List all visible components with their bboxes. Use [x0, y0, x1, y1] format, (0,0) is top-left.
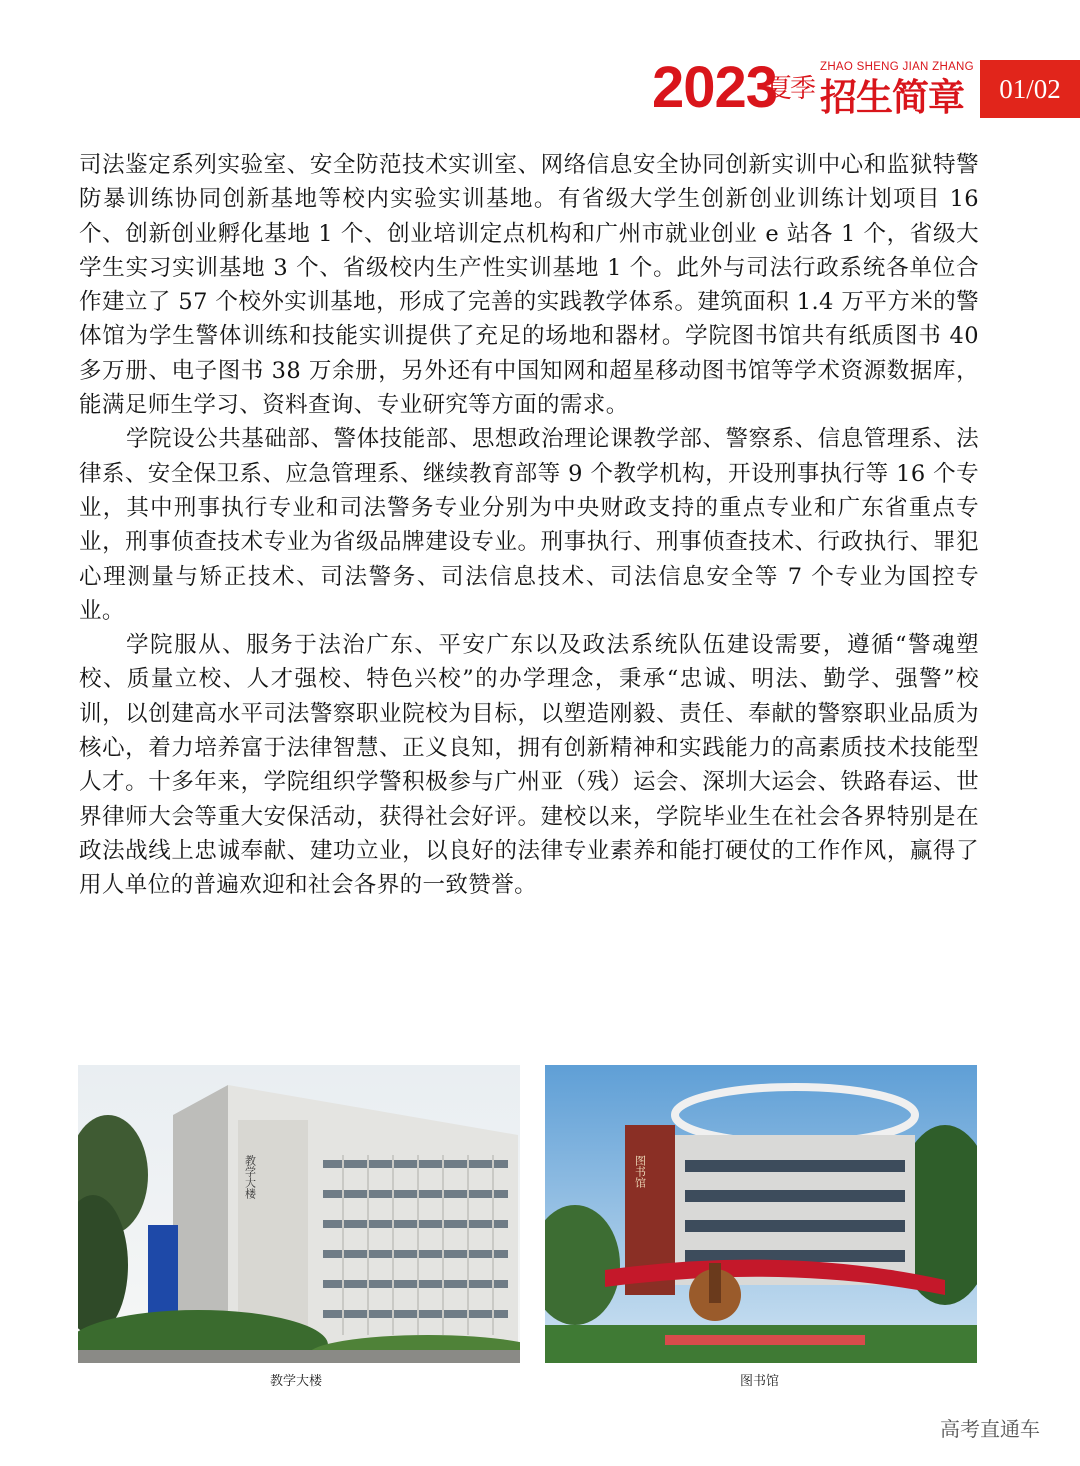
paragraph-2: 学院设公共基础部、警体技能部、思想政治理论课教学部、警察系、信息管理系、法律系、安全保卫系、应急管理系、继续教育部等 9 个教学机构，开设刑事执行等 16 个专业，其中刑事执行专业和司法警务专业分别为中央财政支持的重点专业和广东省重点专业，刑事侦查技术专业为省级品牌建设专业。刑事执行、刑事侦查技术、行政执行、罪犯心理测量与矫正技术、司法警务、司法信息技术、司法信息安全等 7 个专业为国控专业。 — [79, 426, 979, 624]
header-season: 夏季 — [766, 74, 815, 104]
article-body — [79, 148, 979, 903]
teaching-building-caption: 教学大楼 — [270, 1374, 323, 1389]
header-year: 2023 — [652, 55, 778, 120]
paragraph-1: 司法鉴定系列实验室、安全防范技术实训室、网络信息安全协同创新实训中心和监狱特警防暴训练协同创新基地等校内实验实训基地。有省级大学生创新创业训练计划项目 16 个、创新创业孵化基地 1 个、创业培训定点机构和广州市就业创业 e 站各 1 个，省级大学生实习实训基地 3 个、省级校内生产性实训基地 1 个。此外与司法行政系统各单位合作建立了 57 个校外实训基地，形成了完善的实践教学体系。建筑面积 1.4 万平方米的警体馆为学生警体训练和技能实训提供了充足的场地和器材。学院图书馆共有纸质图书 40 多万册、电子图书 38 万余册，另外还有中国知网和超星移动图书馆等学术资源数据库，能满足师生学习、资料查询、专业研究等方面的需求。 — [79, 152, 979, 419]
header-pinyin: ZHAO SHENG JIAN ZHANG — [820, 61, 974, 73]
library-sign-text: 图书馆 — [633, 1155, 647, 1188]
header-title: 招生简章 — [820, 76, 964, 119]
building-sign-text: 教学大楼 — [243, 1155, 257, 1199]
paragraph-3: 学院服从、服务于法治广东、平安广东以及政法系统队伍建设需要，遵循“警魂塑校、质量立校、人才强校、特色兴校”的办学理念，秉承“忠诚、明法、勤学、强警”校训，以创建高水平司法警察职业院校为目标，以塑造刚毅、责任、奉献的警察职业品质为核心，着力培养富于法律智慧、正义良知，拥有创新精神和实践能力的高素质技术技能型人才。十多年来，学院组织学警积极参与广州亚（残）运会、深圳大运会、铁路春运、世界律师大会等重大安保活动，获得社会好评。建校以来，学院毕业生在社会各界特别是在政法战线上忠诚奉献、建功立业，以良好的法律专业素养和能打硬仗的工作作风，赢得了用人单位的普遍欢迎和社会各界的一致赞誉。 — [79, 632, 979, 899]
library-caption: 图书馆 — [740, 1374, 780, 1389]
teaching-building-photo — [78, 1065, 520, 1363]
page-number: 01/02 — [980, 60, 1080, 118]
watermark: 高考直通车 — [940, 1417, 1040, 1441]
library-photo — [545, 1065, 977, 1363]
